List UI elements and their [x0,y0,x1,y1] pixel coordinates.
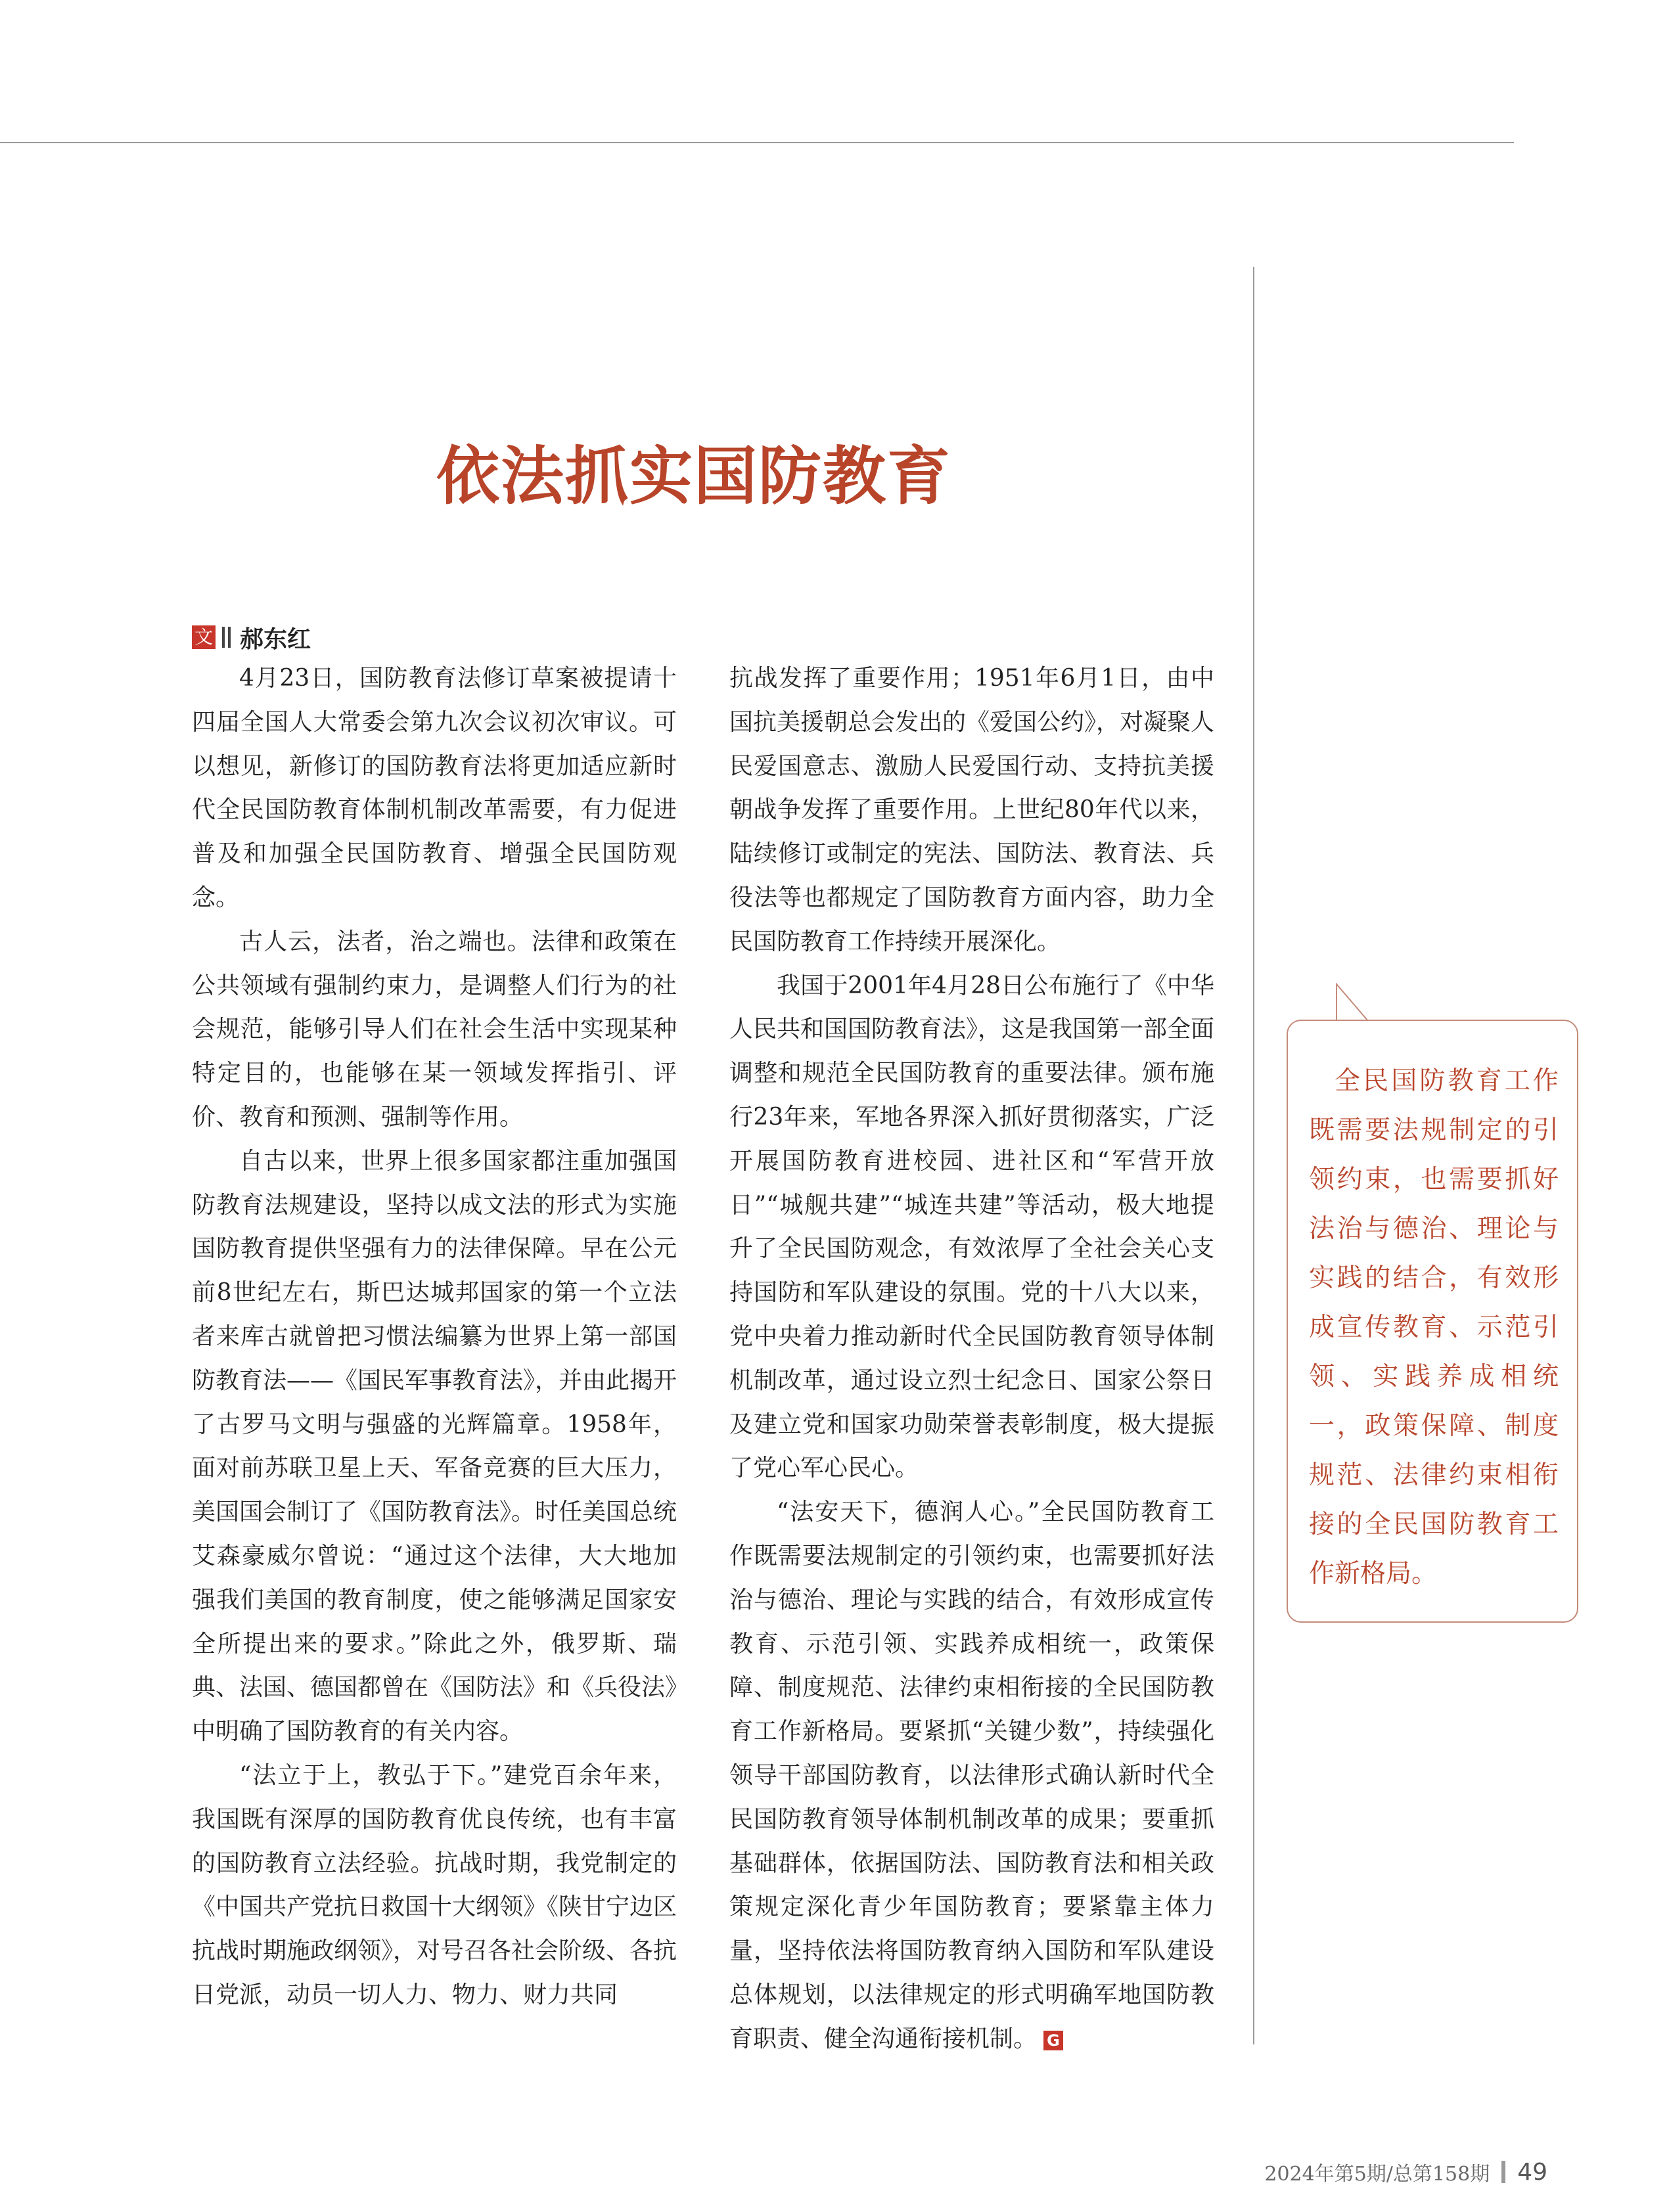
byline-divider [228,627,231,648]
author-name: 郝东红 [240,625,311,653]
paragraph: 自古以来，世界上很多国家都注重加强国防教育法规建设，坚持以成文法的形式为实施国防教育提供坚强有力的法律保障。早在公元前8世纪左右，斯巴达城邦国家的第一个立法者来库古就曾把习惯法编纂为世界上第一部国防教育法——《国民军事教育法》，并由此揭开了古罗马文明与强盛的光辉篇章。1958年，面对前苏联卫星上天、军备竞赛的巨大压力，美国国会制订了《国防教育法》。时任美国总统艾森豪威尔曾说：“通过这个法律，大大地加强我们美国的教育制度，使之能够满足国家安全所提出来的要求。”除此之外，俄罗斯、瑞典、法国、德国都曾在《国防法》和《兵役法》中明确了国防教育的有关内容。 [192,1147,677,1746]
paragraph-text: “法安天下，德润人心。”全民国防教育工作既需要法规制定的引领约束，也需要抓好法治与德治、理论与实践的结合，有效形成宣传教育、示范引领、实践养成相统一，政策保障、制度规范、法律约束相衔接的全民国防教育工作新格局。要紧抓“关键少数”，持续强化领导干部国防教育，以法律形式确认新时代全民国防教育领导体制机制改革的成果；要重抓基础群体，依据国防法、国防教育法和相关政策规定深化青少年国防教育；要紧靠主体力量，坚持依法将国防教育纳入国防和军队建设总体规划，以法律规定的形式明确军地国防教育职责、健全沟通衔接机制。 [729,1499,1214,2052]
page-footer [1264,2157,1547,2186]
body-column-right [729,657,1214,2062]
callout-tail [1334,983,1373,1022]
paragraph: 我国于2001年4月28日公布施行了《中华人民共和国国防教育法》，这是我国第一部全面调整和规范全民国防教育的重要法律。颁布施行23年来，军地各界深入抓好贯彻落实，广泛开展国防教育进校园、进社区和“军营开放日”“城舰共建”“城连共建”等活动，极大地提升了全民国防观念，有效浓厚了全社会关心支持国防和军队建设的氛围。党的十八大以来，党中央着力推动新时代全民国防教育领导体制机制改革，通过设立烈士纪念日、国家公祭日及建立党和国家功勋荣誉表彰制度，极大提振了党心军心民心。 [729,972,1215,1482]
paragraph: 古人云，法者，治之端也。法律和政策在公共领域有强制约束力，是调整人们行为的社会规范，能够引导人们在社会生活中实现某种特定目的，也能够在某一领域发挥指引、评价、教育和预测、强制等作用。 [192,928,677,1131]
byline-divider [222,627,225,648]
top-rule [0,142,1514,143]
paragraph-last [729,1491,1214,2061]
byline [192,620,311,654]
end-mark-icon: G [1043,2031,1063,2050]
pull-quote-text: 全民国防教育工作既需要法规制定的引领约束，也需要抓好法治与德治、理论与实践的结合，有效形成宣传教育、示范引领、实践养成相统一，政策保障、制度规范、法律约束相衔接的全民国防教育工作新格局。 [1309,1066,1559,1589]
body-column-left [192,657,677,2018]
paragraph: “法立于上，教弘于下。”建党百余年来，我国既有深厚的国防教育优良传统，也有丰富的国防教育立法经验。抗战时期，我党制定的《中国共产党抗日救国十大纲领》《陕甘宁边区抗战时期施政纲领》，对号召各社会阶级、各抗日党派，动员一切人力、物力、财力共同 [192,1761,677,2008]
byline-tag: 文 [192,625,216,649]
footer-divider [1501,2161,1505,2183]
issue-info: 2024年第5期/总第158期 [1264,2163,1490,2186]
page-number: 49 [1517,2158,1547,2186]
sidebar-divider [1253,267,1254,2044]
article-title: 依法抓实国防教育 [436,440,951,514]
paragraph-continued: 抗战发挥了重要作用；1951年6月1日，由中国抗美援朝总会发出的《爱国公约》，对凝聚人民爱国意志、激励人民爱国行动、支持抗美援朝战争发挥了重要作用。上世纪80年代以来，陆续修订或制定的宪法、国防法、教育法、兵役法等也都规定了国防教育方面内容，助力全民国防教育工作持续开展深化。 [729,665,1215,955]
paragraph: 4月23日，国防教育法修订草案被提请十四届全国人大常委会第九次会议初次审议。可以想见，新修订的国防教育法将更加适应新时代全民国防教育体制机制改革需要，有力促进普及和加强全民国防教育、增强全民国防观念。 [192,665,677,911]
